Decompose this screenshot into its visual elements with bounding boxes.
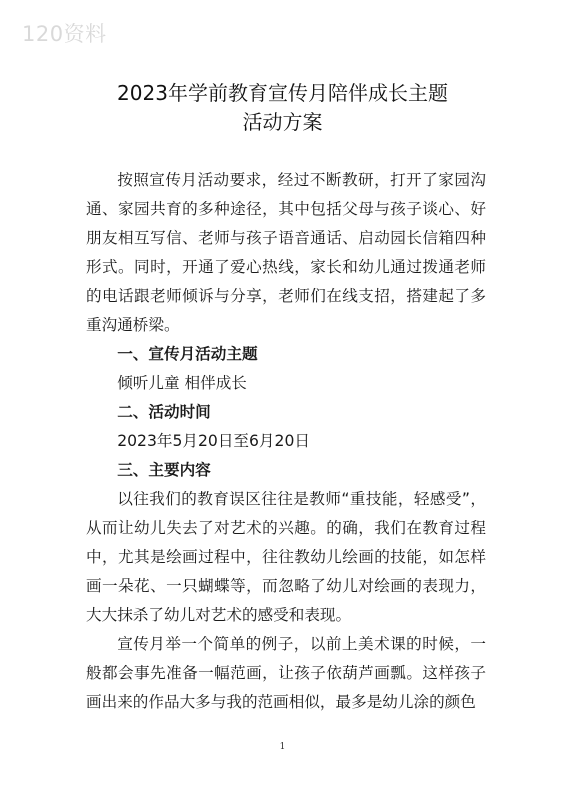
page-number: 1 [279, 742, 286, 752]
intro-paragraph: 按照宣传月活动要求，经过不断教研，打开了家园沟通、家园共育的多种途径，其中包括父母与孩子谈心、好朋友相互写信、老师与孩子语音通话、启动园长信箱四种形式。同时，开通了爱心热线，家长和幼儿通过拨通老师的电话跟老师倾诉与分享，老师们在线支招，搭建起了多重沟通桥梁。 [86, 171, 486, 334]
document-title-line-1: 2023年学前教育宣传月陪伴成长主题 [117, 81, 448, 105]
section-text-theme: 倾听儿童 相伴成长 [117, 374, 247, 392]
section-text-time: 2023年5月20日至6月20日 [117, 432, 310, 450]
content-paragraph-1: 以往我们的教育误区往往是教师“重技能，轻感受”，从而让幼儿失去了对艺术的兴趣。的确，我们在教育过程中，尤其是绘画过程中，往往教幼儿绘画的技能，如怎样画一朵花、一只蝴蝶等，而忽略了幼儿对绘画的表现力，大大抹杀了幼儿对艺术的感受和表现。 [86, 490, 486, 624]
content-paragraph-2: 宣传月举一个简单的例子，以前上美术课的时候，一般都会事先准备一幅范画，让孩子依葫芦画瓢。这样孩子画出来的作品大多与我的范画相似，最多是幼儿涂的颜色 [86, 635, 486, 711]
watermark-logo: 120资料 [22, 22, 107, 46]
section-heading-theme: 一、宣传月活动主题 [117, 345, 258, 363]
document-title-line-2: 活动方案 [242, 110, 323, 134]
section-heading-content: 三、主要内容 [117, 461, 211, 479]
document-body [86, 166, 486, 717]
section-heading-time: 二、活动时间 [117, 403, 211, 421]
